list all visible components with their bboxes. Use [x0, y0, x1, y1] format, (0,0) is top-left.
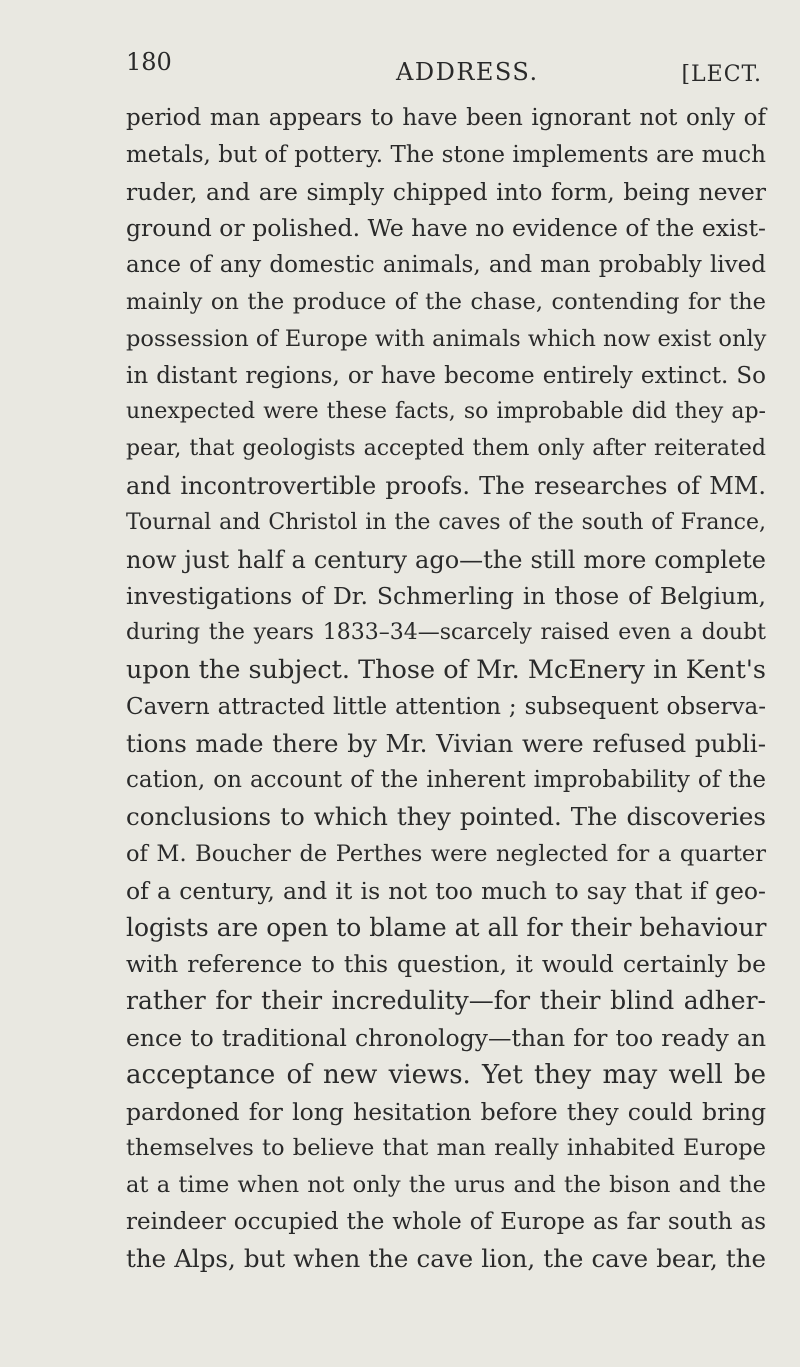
page-number: 180	[126, 48, 172, 76]
text-line: pardoned for long hesitation before they could bring	[126, 1097, 766, 1126]
text-line: unexpected were these facts, so improbable did they ap-	[126, 399, 766, 425]
text-line: Tournal and Christol in the caves of the south of France,	[126, 509, 766, 535]
text-line: mainly on the produce of the chase, contending for the	[126, 288, 766, 315]
text-line: conclusions to which they pointed. The discoveries	[126, 802, 766, 832]
body-text	[126, 100, 766, 1278]
text-line: logists are open to blame at all for their behaviour	[126, 912, 767, 942]
text-line: acceptance of new views. Yet they may well be	[126, 1059, 766, 1090]
text-line: of M. Boucher de Perthes were neglected for a quarter	[126, 840, 766, 867]
text-line: and incontrovertible proofs. The researches of MM.	[126, 471, 766, 500]
text-line: ruder, and are simply chipped into form, being never	[126, 177, 766, 206]
text-line: of a century, and it is not too much to say that if geo-	[126, 876, 766, 905]
text-line: upon the subject. Those of Mr. McEnery in Kent's	[126, 654, 766, 685]
text-line: pear, that geologists accepted them only after reiterated	[126, 436, 766, 462]
text-line: at a time when not only the urus and the bison and the	[126, 1172, 766, 1199]
page-header	[126, 48, 762, 88]
text-line: metals, but of pottery. The stone implements are much	[126, 141, 766, 168]
text-line: ground or polished. We have no evidence of the exist-	[126, 214, 766, 243]
text-line: tions made there by Mr. Vivian were refused publi-	[126, 728, 766, 758]
text-line: ance of any domestic animals, and man probably lived	[126, 252, 766, 279]
text-line: the Alps, but when the cave lion, the cave bear, the	[126, 1243, 766, 1273]
section-mark: [LECT.	[681, 62, 762, 87]
text-line: themselves to believe that man really inhabited Europe	[126, 1135, 766, 1162]
text-line: reindeer occupied the whole of Europe as far south as	[126, 1208, 766, 1235]
text-line: during the years 1833–34—scarcely raised even a doubt	[126, 620, 766, 646]
text-line: investigations of Dr. Schmerling in those of Belgium,	[126, 582, 766, 611]
text-line: now just half a century ago—the still more complete	[126, 545, 766, 574]
text-line: in distant regions, or have become entirely extinct. So	[126, 362, 766, 389]
text-line: period man appears to have been ignorant not only of	[126, 105, 766, 131]
text-line: possession of Europe with animals which now exist only	[126, 325, 767, 352]
text-line: cation, on account of the inherent improbability of the	[126, 767, 766, 794]
running-title: ADDRESS.	[396, 58, 539, 86]
text-line: with reference to this question, it would certainly be	[126, 950, 766, 979]
text-line: Cavern attracted little attention ; subsequent observa-	[126, 693, 766, 720]
text-line: rather for their incredulity—for their blind adher-	[126, 986, 766, 1016]
text-line: ence to traditional chronology—than for too ready an	[126, 1023, 766, 1052]
